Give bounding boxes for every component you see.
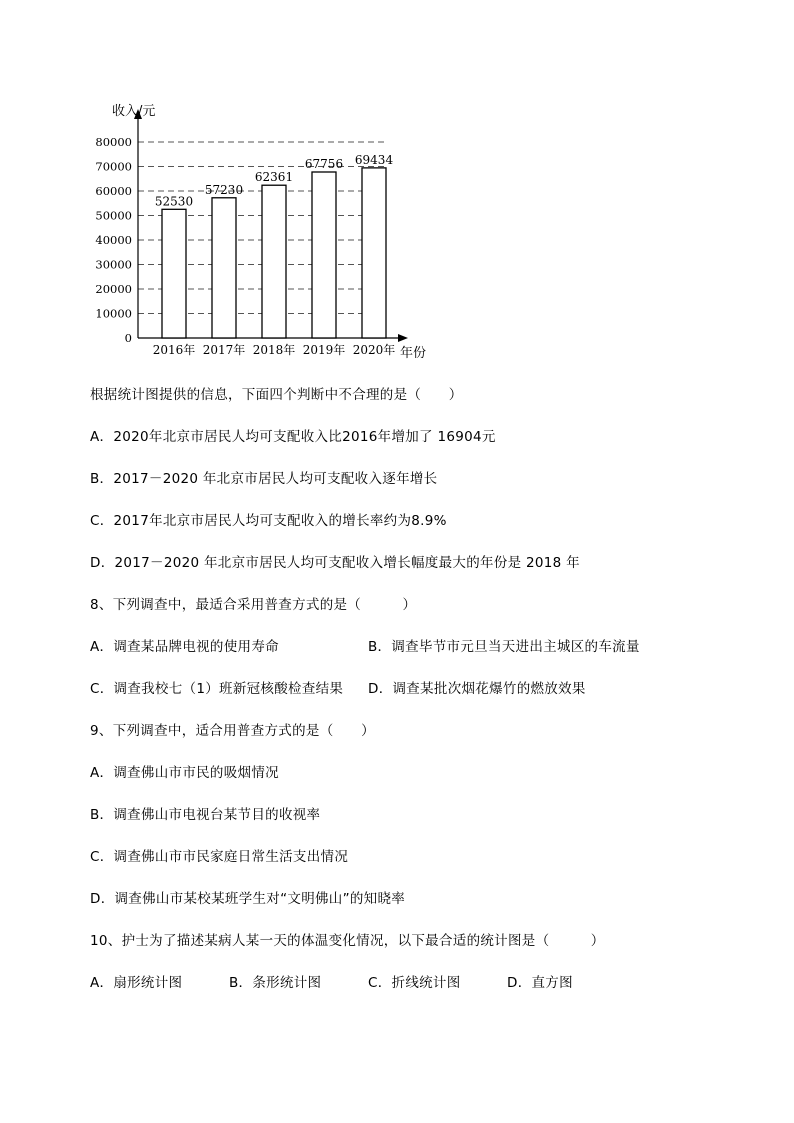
- q8-option-a: A．调查某品牌电视的使用寿命: [90, 639, 279, 655]
- y-tick-label: 30000: [95, 257, 132, 272]
- x-axis-arrow: [398, 334, 408, 342]
- bar-data-label: 52530: [154, 194, 194, 209]
- q7-option-d: D．2017－2020 年北京市居民人均可支配收入增长幅度最大的年份是 2018 年: [90, 555, 580, 571]
- bar: [362, 168, 386, 338]
- income-bar-chart: [90, 95, 450, 370]
- y-tick-label: 50000: [95, 208, 132, 223]
- q8-option-d: D．调查某批次烟花爆竹的燃放效果: [368, 681, 586, 697]
- bar: [262, 185, 286, 338]
- q9-option-c: C．调查佛山市市民家庭日常生活支出情况: [90, 849, 349, 865]
- y-tick-label: 20000: [95, 282, 132, 296]
- x-tick-label: 2016年: [152, 343, 196, 357]
- chart-svg: [90, 95, 450, 370]
- q10-option-c: C．折线统计图: [368, 975, 461, 991]
- q8-option-c: C．调查我校七（1）班新冠核酸检查结果: [90, 681, 344, 697]
- y-tick-label: 10000: [95, 306, 132, 321]
- q9-option-b: B．调查佛山市电视台某节目的收视率: [90, 807, 321, 823]
- x-axis-title: 年份: [400, 346, 427, 361]
- q10-option-b: B．条形统计图: [229, 975, 322, 991]
- x-tick-label: 2019年: [302, 343, 346, 357]
- q7-option-c: C．2017年北京市居民人均可支配收入的增长率约为8.9%: [90, 513, 447, 529]
- x-tick-label: 2020年: [352, 343, 396, 357]
- bar: [312, 172, 336, 338]
- bar-data-label: 62361: [254, 170, 294, 185]
- y-axis-title: 收入/元: [112, 104, 156, 119]
- y-tick-label: 70000: [95, 159, 132, 174]
- q9-option-a: A．调查佛山市市民的吸烟情况: [90, 765, 279, 781]
- q10-option-a: A．扇形统计图: [90, 975, 183, 991]
- bar-data-label: 67756: [304, 156, 344, 171]
- y-tick-label: 0: [124, 331, 132, 345]
- x-tick-label: 2017年: [202, 343, 246, 357]
- bar-data-label: 69434: [354, 152, 394, 167]
- bar: [212, 198, 236, 338]
- y-tick-label: 80000: [95, 135, 132, 149]
- q10-stem: 10、护士为了描述某病人某一天的体温变化情况，以下最合适的统计图是（ ）: [90, 933, 605, 949]
- q8-stem: 8、下列调查中，最适合采用普查方式的是（ ）: [90, 597, 417, 613]
- q10-option-d: D．直方图: [507, 975, 573, 991]
- bar-data-label: 57230: [204, 182, 244, 197]
- y-tick-label: 60000: [95, 184, 132, 198]
- q8-option-b: B．调查毕节市元旦当天进出主城区的车流量: [368, 639, 640, 655]
- q9-stem: 9、下列调查中，适合用普查方式的是（ ）: [90, 723, 375, 739]
- q7-option-b: B．2017－2020 年北京市居民人均可支配收入逐年增长: [90, 471, 438, 487]
- q7-option-a: A．2020年北京市居民人均可支配收入比2016年增加了 16904元: [90, 429, 496, 445]
- q9-option-d: D．调查佛山市某校某班学生对“文明佛山”的知晓率: [90, 891, 406, 907]
- bar: [162, 209, 186, 338]
- q7-stem: 根据统计图提供的信息，下面四个判断中不合理的是（ ）: [90, 387, 463, 403]
- y-tick-label: 40000: [95, 233, 132, 247]
- x-tick-label: 2018年: [252, 343, 296, 357]
